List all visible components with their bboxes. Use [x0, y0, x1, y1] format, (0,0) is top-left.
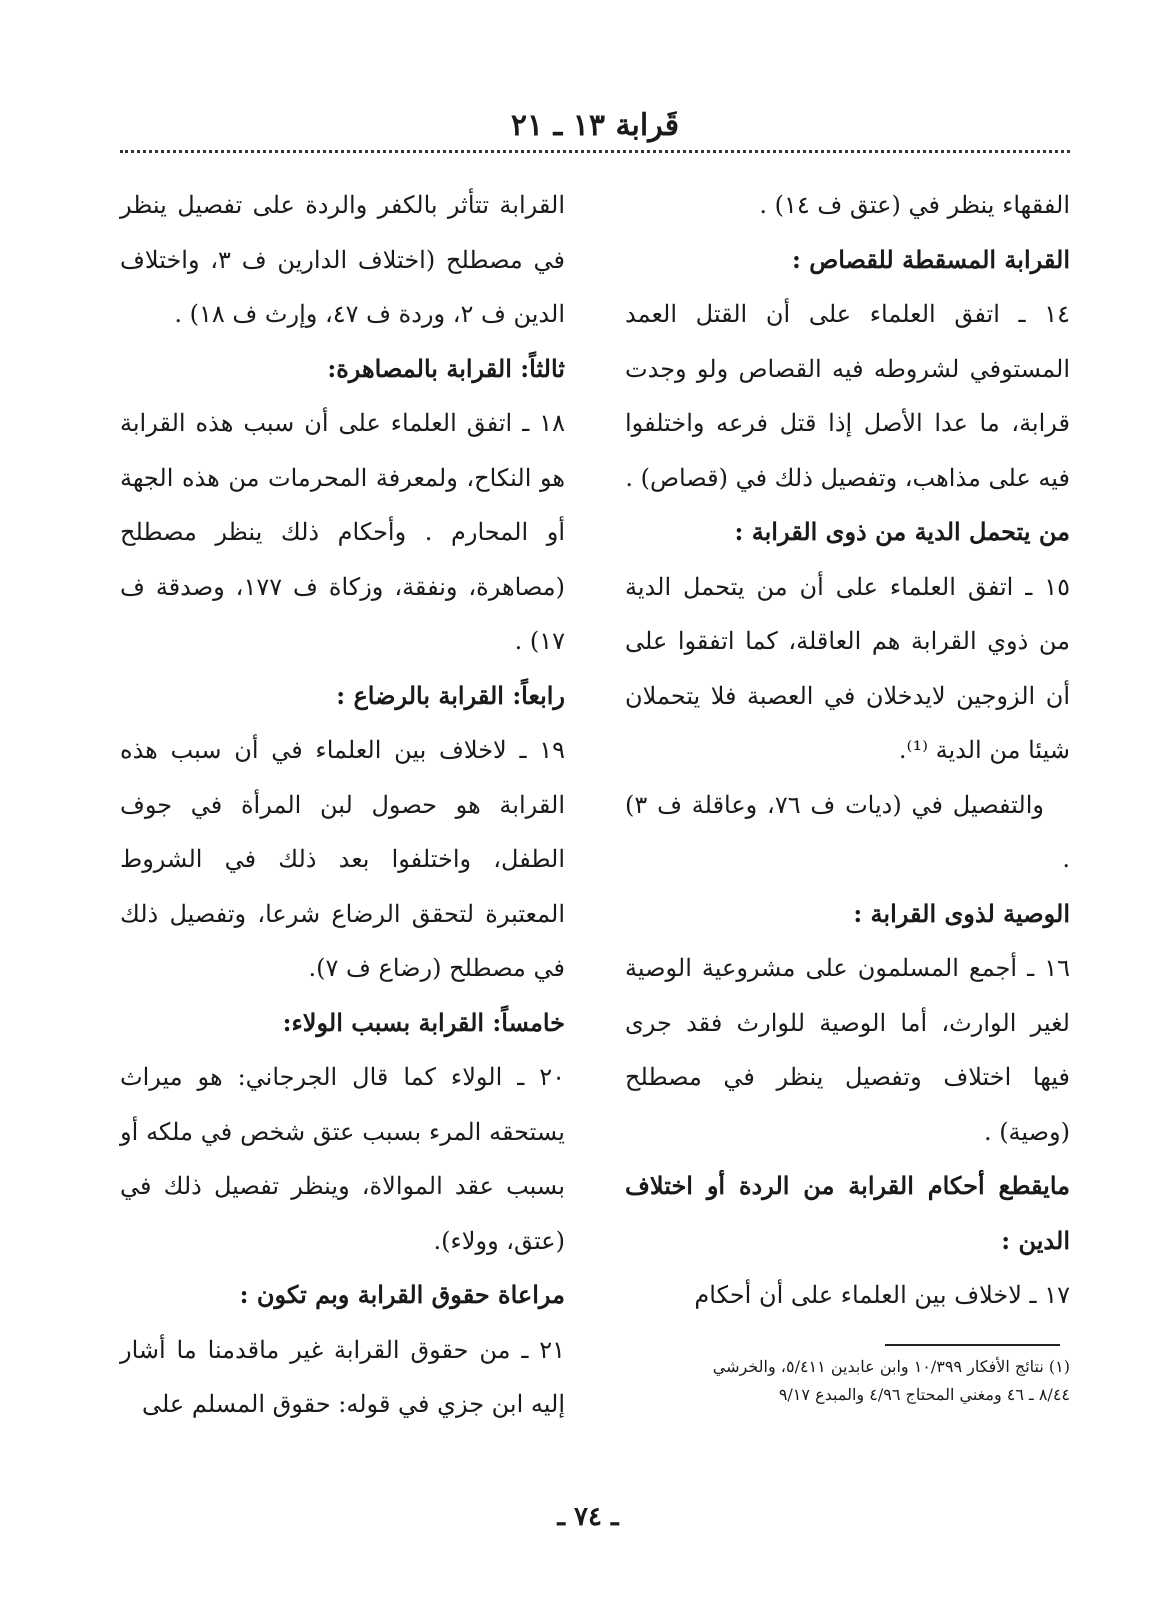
- paragraph: ١٧ ـ لاخلاف بين العلماء على أن أحكام: [694, 1281, 1070, 1309]
- section-heading: من يتحمل الدية من ذوى القرابة :: [734, 517, 1070, 546]
- paragraph: ١٨ ـ اتفق العلماء على أن سبب هذه القرابة هو النكاح، ولمعرفة المحرمات من هذه الجهة أو المحارم . وأحكام ذلك ينظر مصطلح (مصاهرة، ونفقة، وزكاة ف ١٧٧، وصدقة ف ١٧) .: [120, 409, 565, 655]
- section-heading: خامساً: القرابة بسبب الولاء:: [282, 1007, 565, 1037]
- footnote: [625, 1353, 1070, 1409]
- paragraph: والتفصيل في (ديات ف ٧٦، وعاقلة ف ٣) .: [625, 790, 1070, 873]
- paragraph: الفقهاء ينظر في (عتق ف ١٤) .: [759, 191, 1070, 219]
- section-heading: الوصية لذوى القرابة :: [853, 898, 1070, 928]
- header-dotted-rule: [120, 150, 1070, 153]
- section-heading: رابعاً: القرابة بالرضاع :: [336, 680, 565, 710]
- section-heading: مراعاة حقوق القرابة وبم تكون :: [239, 1280, 565, 1309]
- paragraph: ٢٠ ـ الولاء كما قال الجرجاني: هو ميراث يستحقه المرء بسبب عتق شخص في ملكه أو بسبب عقد الموالاة، وينظر تفصيل ذلك في (عتق، وولاء).: [120, 1063, 565, 1255]
- right-column: [625, 178, 1070, 1323]
- footnote-line: (١) نتائج الأفكار ١٠/٣٩٩ وابن عابدين ٥/٤١١، والخرشي: [712, 1357, 1070, 1376]
- paragraph: ١٥ ـ اتفق العلماء على أن من يتحمل الدية من ذوي القرابة هم العاقلة، كما اتفقوا على أن الزوجين لايدخلان في العصبة فلا يتحملان شيئا من الدية ⁽¹⁾.: [625, 572, 1070, 764]
- running-header: قَرابة ١٣ ـ ٢١: [510, 108, 680, 143]
- paragraph: ١٩ ـ لاخلاف بين العلماء في أن سبب هذه القرابة هو حصول لبن المرأة في جوف الطفل، واختلفوا بعد ذلك في الشروط المعتبرة لتحقق الرضاع شرعا، وتفصيل ذلك في مصطلح (رضاع ف ٧).: [120, 736, 565, 982]
- paragraph: ٢١ ـ من حقوق القرابة غير ماقدمنا ما أشار إليه ابن جزي في قوله: حقوق المسلم على: [120, 1335, 565, 1418]
- paragraph: القرابة تتأثر بالكفر والردة على تفصيل ينظر في مصطلح (اختلاف الدارين ف ٣، واختلاف الدين ف ٢، وردة ف ٤٧، وإرث ف ١٨) .: [120, 191, 565, 328]
- paragraph: ١٤ ـ اتفق العلماء على أن القتل العمد المستوفي لشروطه فيه القصاص ولو وجدت قرابة، ما عدا الأصل إذا قتل فرعه واختلفوا فيه على مذاهب، وتفصيل ذلك في (قصاص) .: [625, 300, 1070, 492]
- footnote-rule: [885, 1344, 1060, 1346]
- section-heading: ثالثاً: القرابة بالمصاهرة:: [327, 353, 565, 383]
- section-heading: مايقطع أحكام القرابة من الردة أو اختلاف الدين :: [625, 1171, 1070, 1255]
- left-column: [120, 178, 565, 1432]
- paragraph: ١٦ ـ أجمع المسلمون على مشروعية الوصية لغير الوارث، أما الوصية للوارث فقد جرى فيها اختلاف وتفصيل ينظر في مصطلح (وصية) .: [625, 954, 1070, 1146]
- section-heading: القرابة المسقطة للقصاص :: [791, 244, 1070, 274]
- page-number: ـ ٧٤ ـ: [557, 1502, 619, 1532]
- footnote-line: ٨/٤٤ ـ ٤٦ ومغني المحتاج ٤/٩٦ والمبدع ٩/١٧: [778, 1385, 1070, 1404]
